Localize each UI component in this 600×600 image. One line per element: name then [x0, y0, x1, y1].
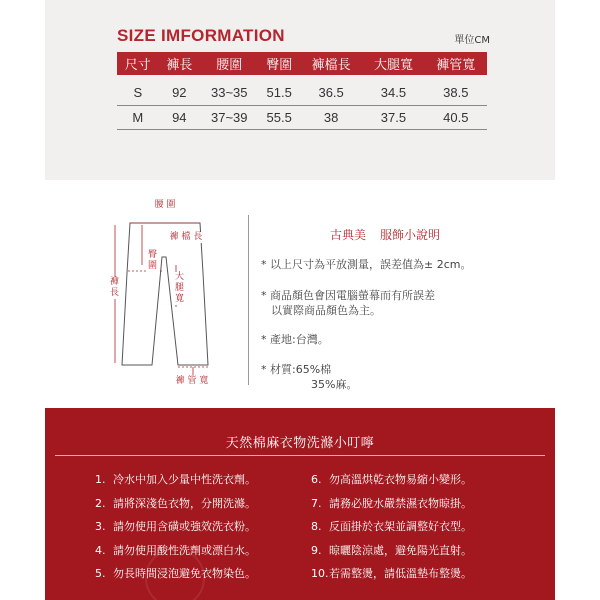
washing-tips-list-left: [95, 472, 256, 590]
tip-number: 10.: [311, 567, 329, 580]
size-cell: 51.5: [258, 75, 300, 105]
size-header-cell: 尺寸: [117, 52, 159, 75]
size-cell: 92: [159, 75, 201, 105]
hem-label: 褲 管 寬: [170, 376, 214, 387]
tip-text: 請務必脫水嚴禁濕衣物晾掛。: [329, 496, 472, 510]
washing-tips-divider: [55, 455, 545, 456]
size-cell: 36.5: [300, 75, 362, 105]
note-material: [261, 362, 357, 392]
tip-text: 勿長時間浸泡避免衣物染色。: [113, 567, 256, 580]
size-cell: 34.5: [362, 75, 424, 105]
washing-tips-title: 天然棉麻衣物洗滌小叮嚀: [225, 436, 375, 451]
list-item: [311, 472, 472, 496]
size-cell: 37~39: [200, 105, 258, 129]
list-item: [95, 472, 256, 496]
size-info-title: SIZE IMFORMATION: [117, 26, 285, 45]
tip-number: 1.: [95, 473, 106, 486]
size-cell: 55.5: [258, 105, 300, 129]
tip-number: 9.: [311, 543, 322, 557]
list-item: [311, 519, 472, 543]
note-origin: * 產地:台灣。: [261, 333, 329, 346]
size-header-cell: 褲檔長: [300, 52, 362, 75]
size-cell: 38: [300, 105, 362, 129]
size-header-cell: 臀圍: [258, 52, 300, 75]
list-item: [95, 519, 256, 543]
tip-text: 請勿使用酸性洗劑或漂白水。: [113, 543, 256, 557]
tip-text: 勿高溫烘乾衣物易縮小變形。: [329, 473, 472, 486]
tip-number: 2.: [95, 496, 106, 510]
list-item: [311, 543, 472, 567]
size-header-cell: 大腿寬: [362, 52, 424, 75]
washing-tips-list-right: [311, 472, 472, 590]
tip-text: 晾曬陰涼處，避免陽光直射。: [329, 543, 472, 557]
notes-title: 服飾小說明: [380, 228, 441, 242]
tip-number: 5.: [95, 567, 106, 580]
list-item: [311, 496, 472, 520]
note-color-line1: * 商品顏色會因電腦螢幕而有所誤差: [261, 289, 435, 302]
size-table-header-row: [117, 52, 487, 75]
size-header-cell: 褲長: [159, 52, 201, 75]
tip-text: 反面掛於衣架並調整好衣型。: [329, 520, 472, 533]
rise-label: 褲 檔 長: [163, 232, 209, 243]
size-cell: 40.5: [425, 105, 487, 129]
list-item: [95, 543, 256, 567]
note-color-line2: 以實際商品顏色為主。: [271, 304, 381, 317]
tip-text: 冷水中加入少量中性洗衣劑。: [113, 473, 256, 486]
notes-heading: [330, 226, 454, 243]
pants-measurement-diagram: [90, 195, 240, 390]
tip-number: 7.: [311, 496, 322, 510]
length-label: 褲長: [109, 277, 119, 298]
size-table: [117, 52, 487, 130]
size-cell: M: [117, 105, 159, 129]
size-information-section: [45, 0, 555, 180]
tip-number: 4.: [95, 543, 106, 557]
washing-tips-section: [45, 408, 555, 600]
size-header-cell: 腰圍: [200, 52, 258, 75]
note-color: [261, 288, 435, 318]
tip-text: 請將深淺色衣物，分開洗滌。: [113, 496, 256, 510]
waist-label: 腰 圍: [148, 200, 182, 211]
tip-number: 6.: [311, 473, 322, 486]
size-cell: 37.5: [362, 105, 424, 129]
table-row: [117, 105, 487, 129]
note-measurement: * 以上尺寸為平放測量，誤差值為± 2cm。: [261, 258, 472, 271]
thigh-label: 大腿寬: [174, 272, 184, 304]
brand-name: 古典美: [330, 228, 367, 242]
section-divider: [248, 215, 249, 385]
size-unit-label: 單位CM: [454, 35, 490, 46]
list-item: [95, 496, 256, 520]
tip-text: 若需整燙，請低溫墊布整燙。: [329, 567, 472, 580]
list-item: [95, 566, 256, 590]
size-cell: 33~35: [200, 75, 258, 105]
size-cell: S: [117, 75, 159, 105]
note-material-line1: * 材質:65%棉: [261, 363, 332, 376]
size-header-cell: 褲管寬: [425, 52, 487, 75]
list-item: [311, 566, 472, 590]
hip-label: 臀圍: [147, 250, 157, 271]
size-cell: 38.5: [425, 75, 487, 105]
tip-text: 請勿使用含磺或強效洗衣粉。: [113, 520, 256, 533]
note-material-line2: 35%麻。: [311, 378, 358, 391]
table-row: [117, 75, 487, 105]
tip-number: 8.: [311, 520, 322, 533]
size-cell: 94: [159, 105, 201, 129]
tip-number: 3.: [95, 520, 106, 533]
